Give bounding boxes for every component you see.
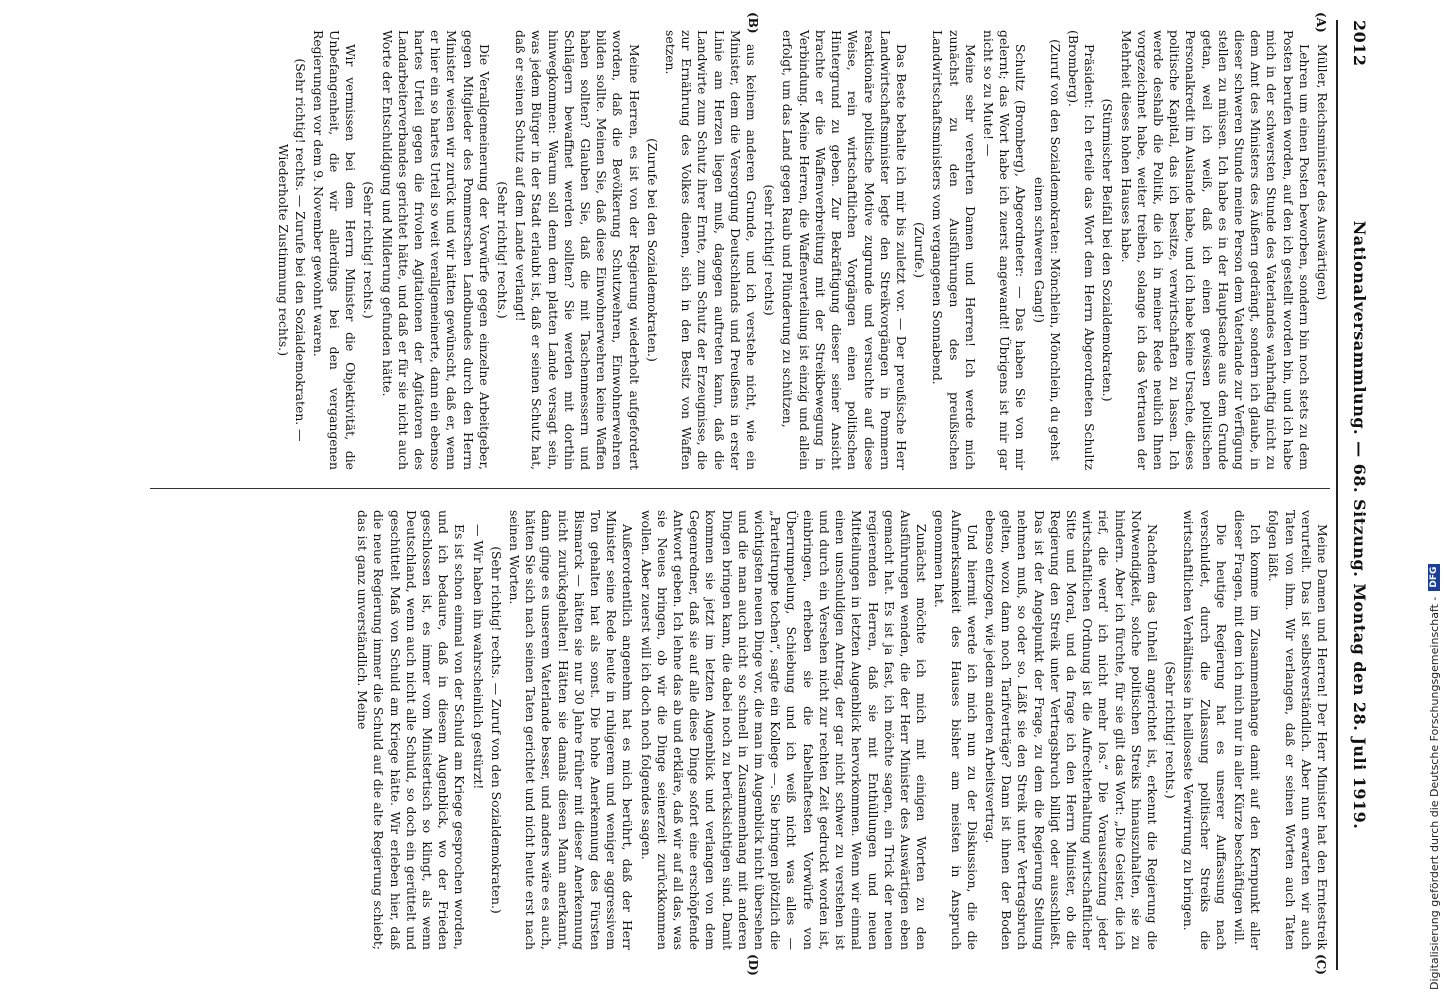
paragraph: Und hiermit werde ich mich nun zu der Diskussion, die die Aufmerksamkeit des Hauses bisher am meisten in Anspruch genommen hat. <box>932 510 980 950</box>
header-rule <box>1336 20 1338 970</box>
paragraph: (Sehr richtig! rechts. — Zurufe bei den Sozialdemokraten. — Wiederholte Zustimmung rechts.) <box>276 58 308 442</box>
paragraph: (sehr richtig! rechts) <box>762 184 778 316</box>
paragraph: — Wir haben ihn wahrscheinlich gestürzt! <box>470 524 486 790</box>
newspaper-page <box>20 10 1380 990</box>
paragraph: aus keinem anderen Grunde, und ich verstehe nicht, wie ein Minister, dem die Versorgung Deutschlands und Preußens in erster Linie am Herzen liegen muß, dagegen auftreten kann, daß die Landwirte zum Schutz ihrer Ernte, zum Schutz der Erzeugnisse, die zur Ernährung des Volkes dienen, sich in den Besitz von Waffen setzen. <box>663 30 760 470</box>
column-right <box>352 510 1330 950</box>
paragraph: (Zurufe.) <box>912 221 928 279</box>
paragraph: Zunächst möchte ich mich mit einigen Worten zu den Ausführungen wenden, die der Herr Minister des Auswärtigen eben gemacht hat. Es ist ja fast, ich möchte sagen, ein Trick der neuen regierenden Herren, daß sie mit Enthüllungen und neuen Mitteilungen in letzten Augenblick hervorkommen. Wenn wir einmal einen unschuldigen Antrag, der gar nicht schwer zu verstehen ist und durch ein Versehen nicht zur rechten Zeit gedruckt worden ist, einbringen, erheben sie die fabelhaftesten Vorwürfe von Überrumpelung, Schiebung und ich weiß nicht was alles — „Parteitruppe tochen“, sagte ein Kollege —. Sie bringen plötzlich die wichtigsten neuen Dinge vor, die man im Augenblick nicht übersehen und die man auch nicht so schnell in Zusammenhang mit anderen Dingen bringen kann, die dabei noch zu berücksichtigen sind. Damit kommen sie jetzt im letzten Augenblick und verlangen von dem Gegenredner, daß sie auf alle diese Dinge sofort eine erschöpfende Antwort geben. Ich lehne das ab und erkläre, daß wir auf all das, was sie Neues bringen, ob wir die Dinge seinerzeit zurückkommen wollen. Aber zuerst will ich doch noch folgendes sagen. <box>638 510 930 950</box>
paragraph: Meine Damen und Herren! Der Herr Minister hat den Erntestreik verurteilt. Das ist selbstverständlich. Aber nun erwarten wir auch Taten von ihm. Wir verlangen, daß er seinen Worten auch Taten folgen läßt. <box>1266 510 1330 950</box>
marker-b: (B) <box>746 12 760 34</box>
paragraph: (Sehr richtig! rechts.) <box>495 181 511 319</box>
page-number: 2012 <box>1350 20 1370 67</box>
paragraph: Meine sehr verehrten Damen und Herren! Ich werde mich zunächst zu den Ausführungen des preußischen Landwirtschaftsministers vom vergangenen Sonnabend. <box>930 30 978 470</box>
paragraph: (Sehr richtig! rechts. — Zuruf von den Sozialdemokraten.) <box>488 546 504 914</box>
paragraph: Die Verallgemeinerung der Vorwürfe gegen einzelne Arbeitgeber, gegen Mitglieder des Pommerschen Landbundes durch den Herrn Minister weisen wir zurück und wir hätten gewünscht, daß er, wenn er hier ein so hartes Urteil so weit verallgemeinerte, dann ein ebenso hartes Urteil gegen die frivolen Agitationen der Agitatoren des Landarbeiterverbandes gerichtet hätte, und daß er für sie nicht auch Worte der Entschuldigung und Milderung gefunden hätte. <box>379 30 492 470</box>
paragraph: (Sehr richtig! rechts.) <box>361 181 377 319</box>
paragraph: (Zurufe bei den Sozialdemokraten.) <box>644 138 660 362</box>
paragraph: Wir vermissen bei dem Herrn Minister die Objektivität, die Unbefangenheit, die wir allerdings bei den vergangenen Regierungen vor dem 9. November gewohnt waren. <box>310 30 359 470</box>
paragraph: (Stürmischer Beifall bei den Sozialdemokraten.) <box>1100 98 1116 402</box>
paragraph: Außerordentlich angenehm hat es mich berührt, daß der Herr Minister seine Rede heute in ruhigerem und weniger aggressivem Ton gehalten hat als sonst. Die hohe Anerkennung des Fürsten Bismarck — hätten sie nur 30 Jahre früher mit dieser Anerkennung nicht zurückgehalten! Hätten sie damals diesen Mann anerkannt, dann ginge es unserem Vaterlande besser, und anders wäre es auch, hätten Sie sich nach seinen Taten gerichtet und nicht heute erst nach seinen Worten. <box>507 510 636 950</box>
marker-d: (D) <box>746 954 760 976</box>
page-header <box>1340 20 1380 970</box>
paragraph: (Sehr richtig! rechts.) <box>1163 661 1179 799</box>
paragraph: Schultz (Bromberg), Abgeordneter: — Das haben Sie von mir gelernt; das Wort habe ich zuerst angewandt! Übrigens ist mir gar nicht so zu Mute! — <box>980 30 1029 470</box>
paragraph: Es ist schon einmal von der Schuld am Kriege gesprochen worden, und ich bedaure, daß in diesem Augenblick, wo der Frieden geschlossen ist, es immer vom Ministertisch so klingt, als wenn Deutschland, wenn auch nicht alle Schuld, so doch ein gerüttelt und geschüttelt Maß von Schuld am Kriege hätte. Wir erleben hier, daß die neue Regierung immer die Schuld auf die alte Regierung schiebt; das ist ganz unverständlich. Meine <box>355 510 468 950</box>
footer-credit <box>1403 10 1441 990</box>
paragraph: Lehren um einen Posten beworben, sondern bin noch stets zu dem Posten berufen worden, auf den ich gestellt worden bin, und ich habe mich in der schwersten Stunde des Vaterlandes wahrhaftig nicht zu dem Amt des Ministers des Äußern gedrängt, sondern ich glaube, in dieser schweren Stunde meine Person dem Vaterlande zur Verfügung stellen zu müssen. Ich habe es in der Hauptsache aus dem Grunde getan, weil ich weiß, daß ich einen gewissen politischen Personalkredit im Auslande habe, und ich habe keine Ursache, dieses politische Kapital, das ich besitze, verwirtschaften zu lassen. Ich werde deshalb die Politik, die ich in meiner Rede neulich Ihnen vorgezeichnet habe, weiter treiben, solange ich das Vertrauen der Mehrheit dieses hohen Hauses habe. <box>1118 30 1312 470</box>
marker-c: (C) <box>1314 954 1328 975</box>
page-title: Nationalversammlung. — 68. Sitzung. Montag den 28. Juli 1919. <box>1350 220 1370 830</box>
paragraph: Ich komme im Zusammenhange damit auf den Kernpunkt aller dieser Fragen, mit dem ich mich nur in aller Kürze beschäftigen will. <box>1231 510 1264 950</box>
paragraph: Präsident: Ich erteile das Wort dem Herrn Abgeordneten Schultz (Bromberg). <box>1065 30 1098 470</box>
paragraph: Müller, Reichsminister des Auswärtigen) <box>1315 44 1330 301</box>
paragraph: (Zuruf von den Sozialdemokraten: Mönchlein, Mönchlein, du gehst einen schweren Gang!) <box>1031 39 1063 461</box>
column-divider <box>150 488 1330 489</box>
footer-text: Digitalisierung gefördert durch die Deutsche Forschungsgemeinschaft - <box>1427 596 1441 990</box>
marker-a: (A) <box>1314 12 1328 33</box>
paragraph: Die heutige Regierung hat es unserer Auffassung nach verschuldet, durch die Zulassung politischer Streiks die wirtschaftlichen Verhältnisse in heilloseste Verwirrung zu bringen. <box>1181 510 1229 950</box>
paragraph: Nachdem das Unheil angerichtet ist, erkennt die Regierung die Notwendigkeit, solche politischen Streiks hinauszuhalten, sie zu hindern. Aber ich fürchte, für sie gilt das Wort: „Die Geister, die ich rief, die werd' ich nicht mehr los.“ Die Voraussetzung jeder wirtschaftlichen Ordnung ist die Aufrechterhaltung wirtschaftlicher Sitte und Moral, und da frage ich den Herrn Minister, ob die Regierung den Streik unter Vertragsbruch billigt oder ausschließt. Das ist der Angelpunkt der Frage, zu dem die Regierung Stellung nehmen muß, so oder so. Läßt sie den Streik unter Vertragsbruch gelten, wozu dann noch Tarifverträge? Dann ist ihnen der Boden ebenso entzogen, wie jedem anderen Arbeitsvertrag. <box>982 510 1160 950</box>
paragraph: Meine Herren, es ist von der Regierung wiederholt aufgefordert worden, daß die Bevölkerung Schutzwehren, Einwohnerwehren bilden sollte. Meinen Sie, daß diese Einwohnerwehren keine Waffen haben sollten? Glauben Sie, daß die mit Taschenmessern und Schlägern bewaffnet werden sollten? Sie werden mit dorthin hinwegkommen: Warum soll denn dem platten Lande versagt sein, was jedem Bürger in der Stadt erlaubt ist, daß er seinen Schutz hat, daß er seinen Schutz auf dem Lande verlangt! <box>513 30 642 470</box>
dfg-logo: DFG <box>1428 564 1440 591</box>
paragraph: Das Beste behalte ich mir bis zuletzt vor. — Der preußische Herr Landwirtschaftsminister legte den Streikvorgängen in Pommern reaktionäre politische Motive zugrunde und versuchte auf diese Weise, rein wirtschaftlichen Vorgängen einen politischen Hintergrund zu geben. Zur Bekräftigung dieser seiner Ansicht brachte er die Waffenverbreitung mit der Streikbewegung in Verbindung. Meine Herren, die Waffenverteilung ist einzig und allein erfolgt, um das Land gegen Raub und Plünderung zu schützen, <box>780 30 909 470</box>
column-left <box>273 30 1330 470</box>
